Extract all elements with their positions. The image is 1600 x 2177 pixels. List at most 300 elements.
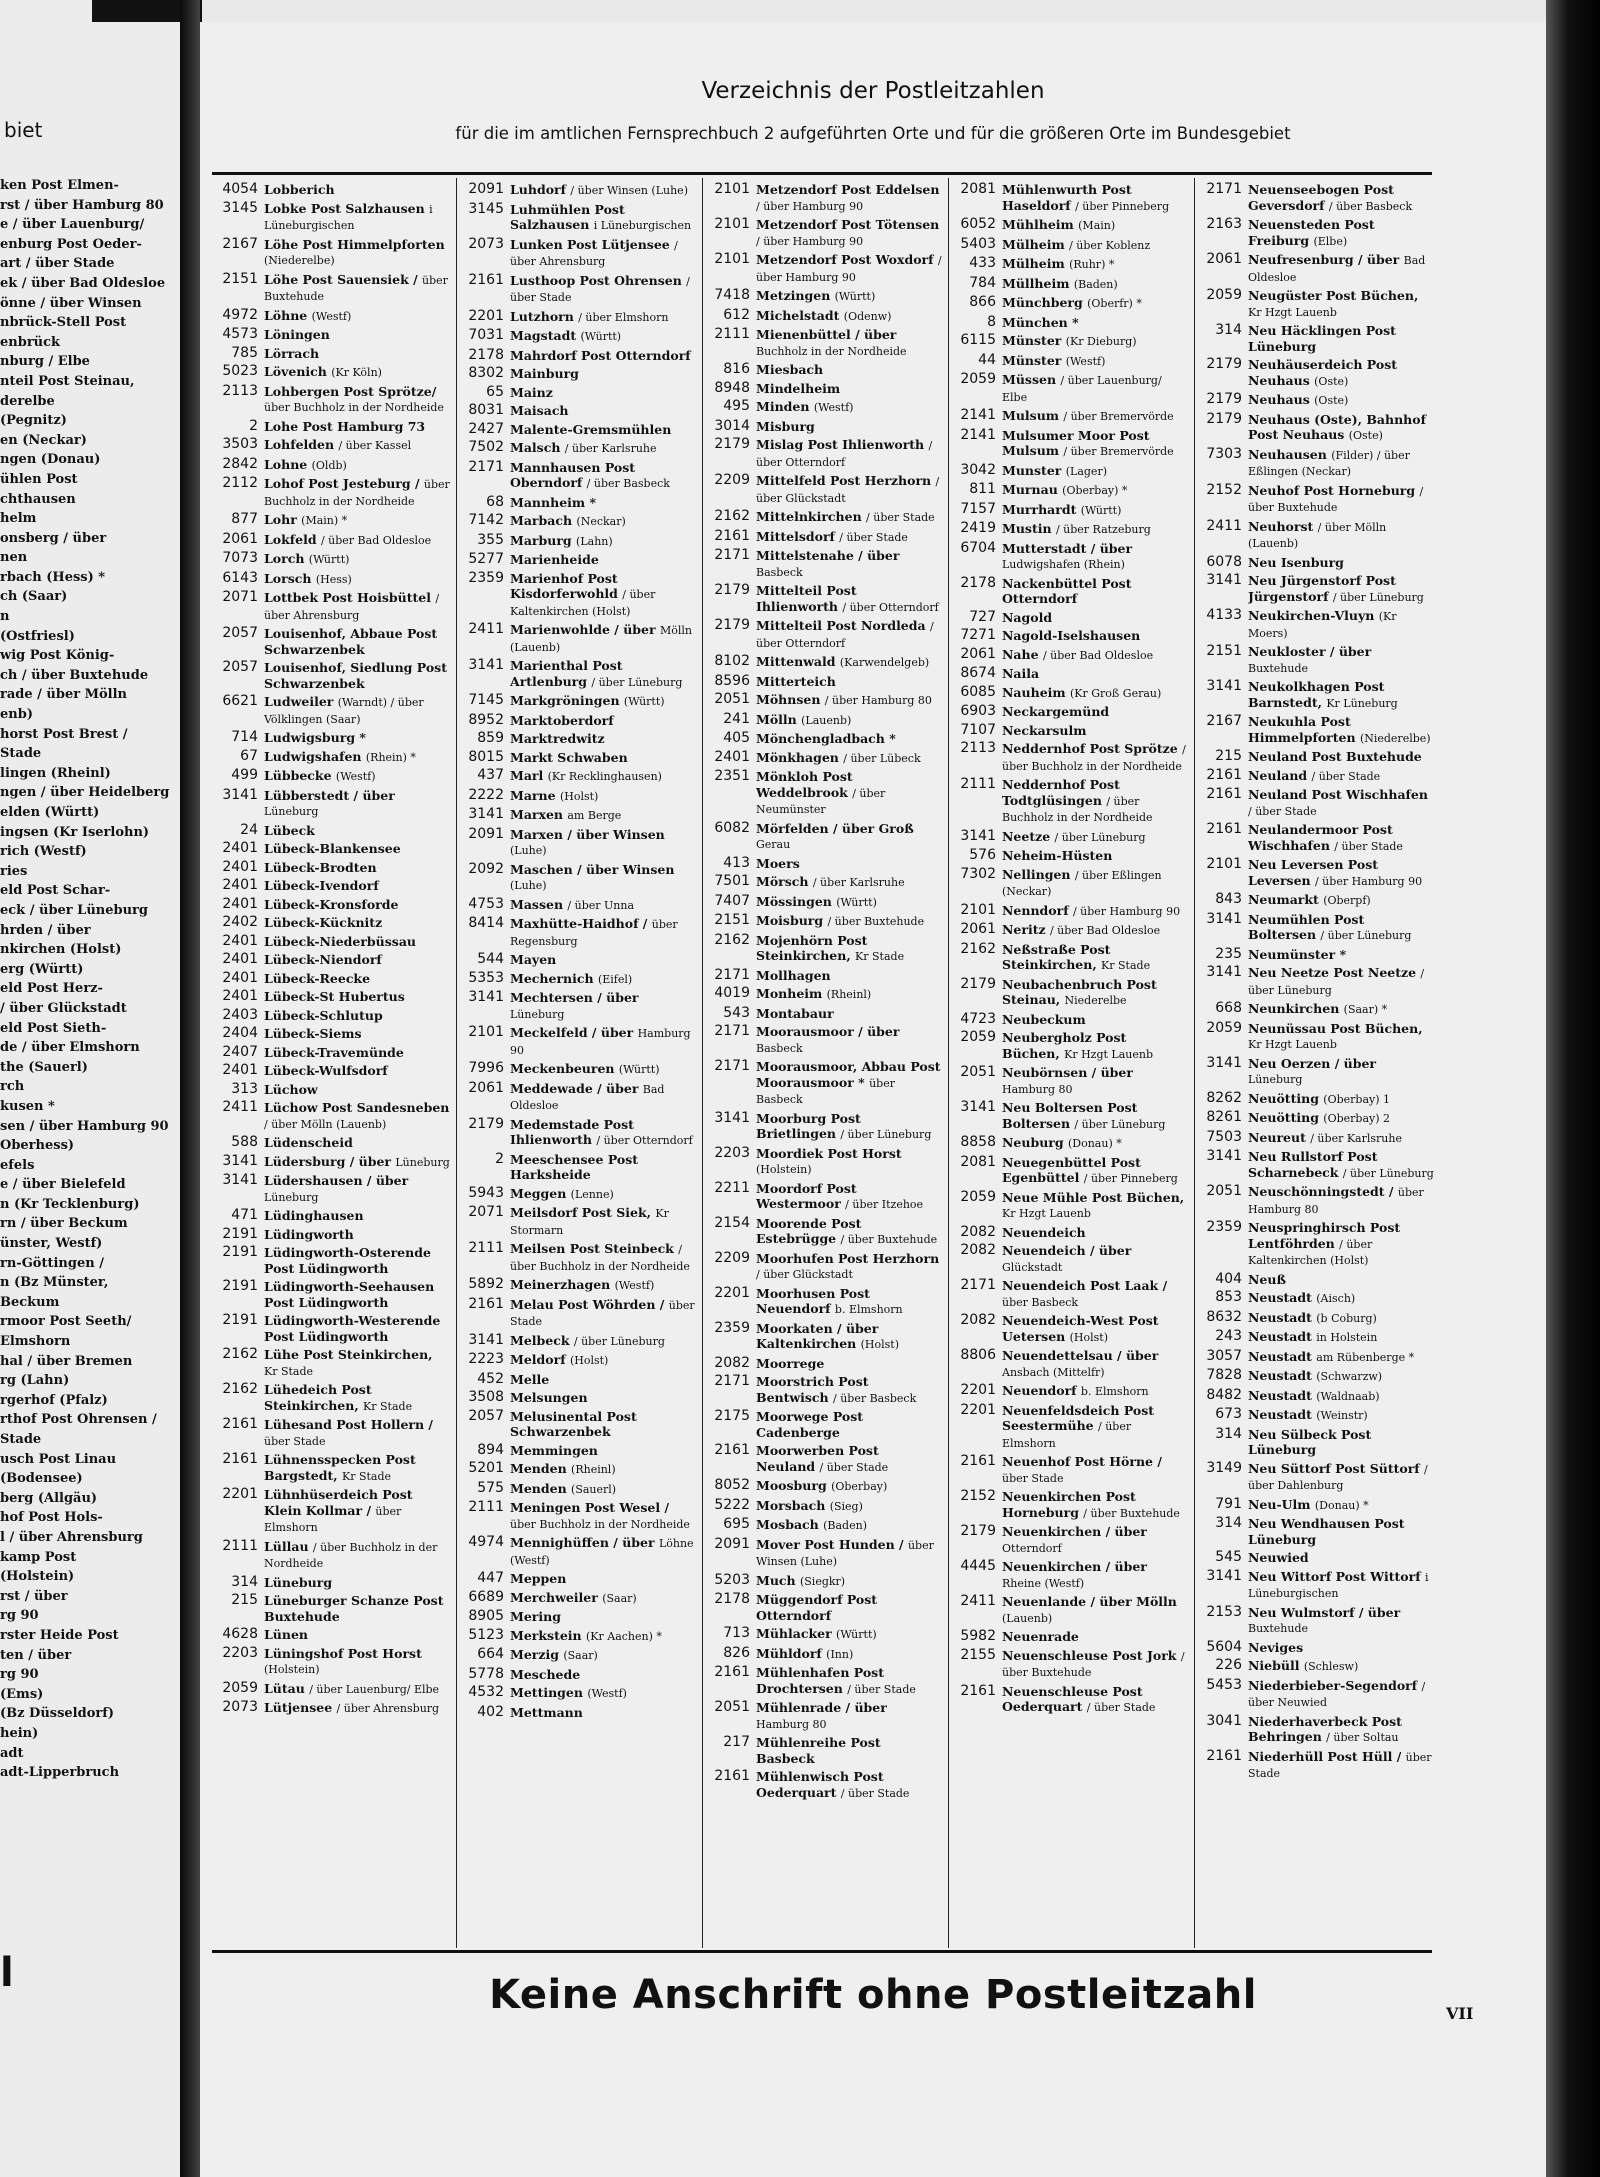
place-name-text: Lübeck-Kücknitz: [264, 915, 383, 930]
place-name-text: Neu Boltersen Post Boltersen: [1002, 1100, 1138, 1131]
postcode-entry: [950, 521, 1188, 538]
place-name-text: Moordiek Post Horst: [756, 1145, 902, 1161]
postcode: 2211: [714, 1179, 750, 1196]
postcode: 695: [723, 1516, 750, 1532]
place-name: [1002, 463, 1188, 480]
postcode: 2161: [468, 1295, 504, 1312]
place-note: / über Koblenz: [1069, 238, 1151, 252]
place-name-text: Moorausmoor, Abbau Post Moorausmoor *: [756, 1059, 941, 1090]
postcode: 8102: [714, 653, 750, 669]
postcode: 4573: [222, 326, 258, 342]
place-note: / über Lüneburg: [1248, 967, 1425, 997]
place-name-text: Müssen: [1002, 372, 1057, 387]
postcode: 215: [1215, 748, 1242, 764]
place-note: / über Lüneburg: [1074, 1117, 1166, 1131]
left-page-line: kusen *: [0, 1098, 55, 1114]
place-name-text: Melbeck: [510, 1332, 570, 1348]
postcode-entry: [704, 399, 942, 416]
postcode-entry: [1196, 217, 1434, 249]
postcode: 2411: [1206, 517, 1242, 534]
place-note: / über Neumünster: [756, 786, 886, 816]
postcode-entry: [704, 1006, 942, 1022]
place-name-text: Neubeckum: [1002, 1011, 1086, 1027]
place-note: / über Lüneburg: [1332, 590, 1424, 604]
place-name-text: Mühlenwurth Post Haseldorf: [1002, 182, 1132, 213]
place-name: [264, 1208, 450, 1224]
place-name: [264, 1575, 450, 1591]
place-name-text: Moorburg Post Brietlingen: [756, 1110, 861, 1141]
place-name: [264, 1082, 450, 1098]
postcode-entry: [458, 1590, 696, 1607]
left-page-line: Stade: [0, 746, 42, 762]
postcode-entry: [212, 1539, 450, 1572]
postcode: 226: [1215, 1657, 1242, 1673]
postcode: 355: [477, 531, 504, 548]
place-name: [510, 1609, 696, 1625]
place-note: (Eifel): [597, 972, 633, 986]
place-name-text: Marburg: [510, 532, 572, 548]
place-name: [264, 1063, 450, 1079]
postcode-entry: [212, 571, 450, 588]
place-name-text: Mitterteich: [756, 673, 836, 689]
postcode-entry: [1196, 822, 1434, 854]
place-name: [264, 512, 450, 529]
place-name-text: Neuötting: [1248, 1090, 1319, 1106]
postcode: 2101: [468, 1024, 504, 1040]
place-name-text: Mayen: [510, 952, 557, 967]
place-note: (Filder) / über Eßlingen (Neckar): [1248, 448, 1410, 478]
postcode-entry: [950, 1190, 1188, 1222]
place-name-text: Neumünster *: [1248, 946, 1347, 962]
place-name: [756, 217, 942, 249]
place-note: / über Hamburg 90: [756, 199, 864, 213]
place-name: [756, 618, 942, 651]
place-name-text: Lüdinghausen: [264, 1208, 364, 1223]
postcode: 816: [723, 361, 750, 377]
place-name-text: Neuendeich Post Laak /: [1002, 1278, 1168, 1293]
place-note: Lüneburg: [264, 1190, 319, 1204]
postcode-entry: [212, 694, 450, 727]
place-name: [1248, 822, 1434, 854]
place-name-text: Lüdingworth: [264, 1226, 354, 1242]
postcode-entry: [950, 1030, 1188, 1062]
postcode-entry: [458, 1705, 696, 1721]
place-name: [1248, 447, 1434, 480]
postcode: 894: [477, 1441, 504, 1458]
place-name: [510, 807, 696, 824]
place-name: [1248, 1368, 1434, 1385]
place-name: [264, 934, 450, 950]
place-name-text: Mahrdorf Post Otterndorf: [510, 347, 691, 363]
place-name: [756, 1498, 942, 1515]
place-name-text: Müllheim: [1002, 275, 1070, 291]
place-name: [510, 328, 696, 345]
postcode-entry: [950, 372, 1188, 405]
place-name: [510, 1500, 696, 1532]
place-name: [264, 1279, 450, 1310]
postcode: 2113: [222, 382, 258, 399]
postcode-entry: [212, 1575, 450, 1591]
postcode: 2051: [960, 1064, 996, 1080]
place-name-text: Neureut: [1248, 1129, 1306, 1145]
place-name-text: Neubörnsen / über: [1002, 1065, 1133, 1080]
postcode-entry: [212, 1063, 450, 1079]
postcode-entry: [1196, 1130, 1434, 1147]
place-name-text: Moorausmoor / über: [756, 1024, 900, 1039]
postcode: 3141: [960, 1099, 996, 1115]
place-name-text: Mörsch: [756, 874, 809, 889]
place-name: [510, 571, 696, 620]
postcode-entry: [950, 1629, 1188, 1645]
postcode-entry: [950, 903, 1188, 920]
place-name-text: Neustadt: [1248, 1329, 1312, 1344]
place-note: / über Lüneburg: [573, 1334, 665, 1348]
postcode-entry: [950, 182, 1188, 214]
place-name: [756, 288, 942, 305]
place-name-text: Lübeck-Brodten: [264, 859, 377, 875]
place-name: [264, 237, 450, 269]
postcode-entry: [950, 723, 1188, 739]
postcode-entry: [950, 1065, 1188, 1097]
postcode-entry: [458, 862, 696, 894]
place-name-text: Moorhusen Post Neuendorf: [756, 1285, 870, 1316]
place-name: [1002, 408, 1188, 425]
postcode-entry: [704, 548, 942, 580]
postcode: 2151: [714, 912, 750, 928]
postcode: 2167: [1206, 713, 1242, 729]
place-name: [756, 712, 942, 729]
place-note: Hamburg 80: [1002, 1082, 1073, 1096]
postcode-entry: [212, 952, 450, 968]
postcode-entry: [212, 551, 450, 568]
place-name: [264, 571, 450, 588]
postcode: 8261: [1206, 1109, 1242, 1125]
postcode: 5353: [468, 969, 504, 986]
place-name-text: Neuendeich / über: [1002, 1243, 1132, 1258]
place-name: [510, 1081, 696, 1114]
place-name: [756, 583, 942, 615]
postcode: 471: [231, 1207, 258, 1223]
place-name: [510, 1241, 696, 1274]
place-name-text: Lübeck-Ivendorf: [264, 878, 379, 893]
postcode-entry: [212, 1082, 450, 1098]
postcode: 2401: [222, 1062, 258, 1078]
postcode-entry: [212, 364, 450, 381]
place-note: über Winsen (Luhe): [756, 1538, 934, 1568]
left-page-line: usch Post Linau: [0, 1451, 117, 1467]
place-name-text: Neugüster Post Büchen,: [1248, 288, 1419, 303]
place-note: (Württ): [580, 330, 622, 343]
place-note: / über Stade: [819, 1460, 889, 1474]
place-note: i Lüneburgischen: [593, 219, 692, 232]
place-note: am Berge: [567, 809, 622, 822]
left-page-line: nburg / Elbe: [0, 354, 90, 370]
postcode-entry: [950, 502, 1188, 519]
place-note: Gerau: [756, 838, 791, 851]
place-name: [510, 1590, 696, 1607]
place-note: (Kr Aachen) *: [586, 1629, 662, 1643]
place-note: über Stade: [264, 1434, 326, 1448]
postcode-entry: [458, 807, 696, 824]
place-name-text: Lünen: [264, 1627, 309, 1642]
place-name: [510, 897, 696, 914]
postcode-entry: [1196, 749, 1434, 765]
place-name-text: Neustadt: [1248, 1290, 1312, 1305]
postcode: 6052: [960, 216, 996, 232]
place-name-text: Meckenbeuren: [510, 1061, 615, 1076]
place-name: [510, 1647, 696, 1664]
place-name-text: Mainburg: [510, 366, 579, 381]
place-name: [756, 821, 942, 853]
postcode-entry: [950, 1594, 1188, 1626]
place-note: (Ruhr) *: [1069, 258, 1115, 271]
place-name-text: Neuenschleuse Post Jork: [1002, 1647, 1177, 1663]
postcode: 405: [723, 730, 750, 746]
place-name: [264, 1135, 450, 1151]
postcode: 5778: [468, 1665, 504, 1682]
place-name: [510, 1481, 696, 1498]
place-name-text: Neuspringhirsch Post Lentföhrden: [1248, 1220, 1401, 1251]
left-page-line: Stade: [0, 1432, 42, 1447]
postcode-entry: [1196, 1349, 1434, 1366]
place-name-text: Monheim: [756, 986, 823, 1001]
place-name-text: Meggen: [510, 1185, 567, 1201]
place-name: [756, 1111, 942, 1143]
place-name-text: Neu Wulmstorf / über: [1248, 1604, 1401, 1620]
place-name-text: Neuenschleuse Post Oederquart: [1002, 1683, 1143, 1714]
postcode: 6143: [222, 569, 258, 586]
place-name: [756, 1573, 942, 1590]
left-page-line: enburg Post Oeder-: [0, 236, 142, 252]
left-page-line: onsberg / über: [0, 530, 107, 546]
place-name: [756, 509, 942, 526]
place-name-text: Neuenlande / über Mölln: [1002, 1594, 1177, 1609]
postcode: 7107: [960, 721, 996, 738]
place-name-text: Lühnhüserdeich Post Klein Kollmar /: [264, 1487, 413, 1518]
place-name-text: Münster: [1002, 333, 1062, 348]
postcode-entry: [950, 217, 1188, 234]
place-name-text: Neu Leversen Post Leversen: [1248, 857, 1379, 888]
postcode: 6082: [714, 819, 750, 836]
postcode: 2419: [960, 520, 996, 536]
place-note: Ansbach (Mittelfr): [1002, 1365, 1105, 1379]
place-name: [510, 385, 696, 401]
postcode: 2057: [222, 659, 258, 675]
postcode-entry: [458, 827, 696, 859]
place-name-text: Neuendorf: [1002, 1383, 1077, 1398]
postcode-entry: [1196, 357, 1434, 389]
place-name-text: Moisburg: [756, 913, 824, 928]
place-note: (Lager): [1065, 464, 1107, 478]
left-page-line: ek / über Bad Oldesloe: [0, 275, 166, 291]
place-name-text: Mühlheim: [1002, 217, 1074, 232]
place-name: [1248, 288, 1434, 320]
bottom-rule: [212, 1950, 1432, 1953]
place-name-text: Markt Schwaben: [510, 749, 628, 765]
postcode-entry: [458, 1117, 696, 1149]
book-spine: [180, 0, 200, 2177]
postcode-entry: [458, 1500, 696, 1532]
left-page-line: hof Post Hols-: [0, 1510, 103, 1526]
place-name-text: Neukirchen-Vluyn: [1248, 608, 1375, 623]
place-note: Buxtehude: [1248, 1622, 1309, 1635]
place-note: am Rübenberge *: [1316, 1350, 1415, 1364]
postcode: 2113: [960, 740, 996, 756]
place-name-text: Montabaur: [756, 1005, 834, 1021]
place-name-text: Moorende Post Estebrügge: [756, 1215, 862, 1246]
place-name-text: Marienthal Post Artlenburg: [510, 658, 623, 689]
place-name-text: Nagold-Iselshausen: [1002, 628, 1141, 643]
postcode-entry: [950, 1403, 1188, 1452]
postcode-entry: [950, 685, 1188, 702]
place-note: (Oberbay) *: [1062, 484, 1128, 497]
postcode-entry: [212, 1154, 450, 1171]
left-page-line: elden (Württ): [0, 805, 100, 820]
postcode: 3141: [714, 1109, 750, 1126]
place-name-text: Neuwied: [1248, 1550, 1309, 1565]
left-page-line: (Holstein): [0, 1569, 75, 1585]
place-name-text: Niederhüll Post Hüll /: [1248, 1748, 1402, 1764]
place-name-text: Mojenhörn Post Steinkirchen,: [756, 932, 868, 963]
place-name-text: Mindelheim: [756, 380, 841, 396]
postcode: 2101: [1206, 856, 1242, 872]
place-name-text: Much: [756, 1572, 796, 1588]
left-page-line: rade / über Mölln: [0, 687, 128, 703]
postcode-entry: [458, 1628, 696, 1645]
place-name: [756, 1517, 942, 1534]
place-note: Rheine (Westf): [1002, 1576, 1085, 1590]
postcode: 67: [240, 747, 258, 764]
place-note: (Schlesw): [1303, 1660, 1359, 1673]
postcode-entry: [458, 440, 696, 457]
place-name-text: Mönkhagen: [756, 749, 839, 765]
place-name-text: Metzingen: [756, 288, 831, 303]
place-name: [510, 1025, 696, 1058]
place-note: über Hamburg 80: [1248, 1186, 1424, 1216]
place-note: (Westf): [587, 1687, 627, 1700]
postcode: 2111: [468, 1499, 504, 1515]
postcode-entry: [1196, 1021, 1434, 1053]
left-page-line: (Bodensee): [0, 1471, 83, 1487]
postcode-entry: [212, 1208, 450, 1224]
postcode-entry: [1196, 965, 1434, 998]
postcode-entry: [950, 1648, 1188, 1681]
place-name: [756, 1251, 942, 1283]
place-note: / über Basbeck: [586, 477, 670, 490]
place-name: [756, 1443, 942, 1475]
postcode-entry: [458, 571, 696, 620]
postcode: 2092: [468, 860, 504, 877]
postcode-entry: [458, 366, 696, 382]
place-name-text: Marbach: [510, 513, 573, 528]
place-name-text: Neustadt: [1248, 1407, 1312, 1422]
postcode-entry: [212, 660, 450, 691]
place-name-text: Neumarkt: [1248, 892, 1319, 907]
place-name: [1002, 741, 1188, 774]
place-name: [510, 1152, 696, 1183]
place-name-text: Menden: [510, 1461, 567, 1476]
left-page-line: berg (Allgäu): [0, 1490, 98, 1506]
left-page-line: rster Heide Post: [0, 1627, 119, 1643]
postcode: 2161: [714, 527, 750, 544]
left-page-line: wig Post König-: [0, 648, 115, 664]
postcode: 3141: [1206, 964, 1242, 980]
place-name: [1002, 723, 1188, 739]
place-name: [1248, 1516, 1434, 1547]
postcode: 673: [1215, 1406, 1242, 1422]
place-name: [510, 1667, 696, 1683]
place-name: [756, 874, 942, 891]
place-name-text: Lüdershausen / über: [264, 1173, 409, 1188]
place-name-text: Neßstraße Post Steinkirchen,: [1002, 941, 1111, 972]
place-name-text: Neuschönningstedt /: [1248, 1184, 1394, 1199]
postcode-entry: [950, 315, 1188, 331]
place-name-text: Mühlenrade / über: [756, 1700, 887, 1715]
left-page-line: nbrück-Stell Post: [0, 315, 127, 331]
place-name: [1248, 1001, 1434, 1018]
place-name: [264, 1539, 450, 1572]
left-page-line: Oberhess): [0, 1138, 75, 1154]
postcode-entry: [212, 897, 450, 913]
place-name-text: Niebüll: [1248, 1658, 1300, 1673]
postcode: 6689: [468, 1588, 504, 1605]
postcode: 314: [1215, 322, 1242, 338]
postcode: 8031: [468, 402, 504, 418]
postcode: 8948: [714, 379, 750, 396]
place-name: [264, 476, 450, 509]
postcode-entry: [704, 1216, 942, 1248]
place-note: (Saar): [602, 1591, 637, 1605]
place-name: [1002, 1243, 1188, 1275]
postcode: 24: [240, 821, 258, 838]
postcode: 2401: [222, 932, 258, 949]
place-name: [1002, 829, 1188, 846]
postcode-entry: [212, 532, 450, 549]
place-name-text: Neuland: [1248, 767, 1308, 783]
postcode: 2191: [222, 1278, 258, 1294]
postcode: 8858: [960, 1134, 996, 1150]
postcode: 7145: [468, 692, 504, 708]
place-name: [1002, 521, 1188, 538]
place-name-text: Mollhagen: [756, 967, 831, 983]
postcode-entry: [458, 513, 696, 530]
place-note: / über Lauenburg/ Elbe: [1002, 374, 1162, 404]
place-name: [264, 1681, 450, 1698]
postcode: 2101: [714, 216, 750, 232]
place-name-text: Neu Rullstorf Post Scharnebeck: [1248, 1149, 1378, 1180]
postcode-entry: [458, 1667, 696, 1683]
place-name: [510, 495, 696, 511]
left-page-line: rthof Post Ohrensen /: [0, 1412, 157, 1428]
place-name-text: Meilsdorf Post Siek,: [510, 1205, 652, 1220]
place-name: [510, 1685, 696, 1702]
place-name-text: Lübeck-Wulfsdorf: [264, 1063, 388, 1078]
place-name-text: Lübeck: [264, 822, 315, 838]
place-name: [1002, 1629, 1188, 1645]
place-name-text: Mittelsdorf: [756, 528, 835, 544]
place-name-text: Maxhütte-Haidhof /: [510, 916, 648, 931]
place-name-text: Magstadt: [510, 328, 577, 343]
postcode-column-5: [1196, 182, 1434, 1944]
place-name: [510, 1535, 696, 1568]
postcode: 404: [1215, 1270, 1242, 1287]
place-name-text: Nauheim: [1002, 684, 1066, 700]
place-name-text: Nenndorf: [1002, 902, 1069, 918]
postcode: 3145: [222, 199, 258, 216]
postcode-entry: [950, 1243, 1188, 1275]
place-name-text: Lübeck-St Hubertus: [264, 989, 405, 1004]
place-note: (Oberbay) 2: [1323, 1112, 1391, 1125]
